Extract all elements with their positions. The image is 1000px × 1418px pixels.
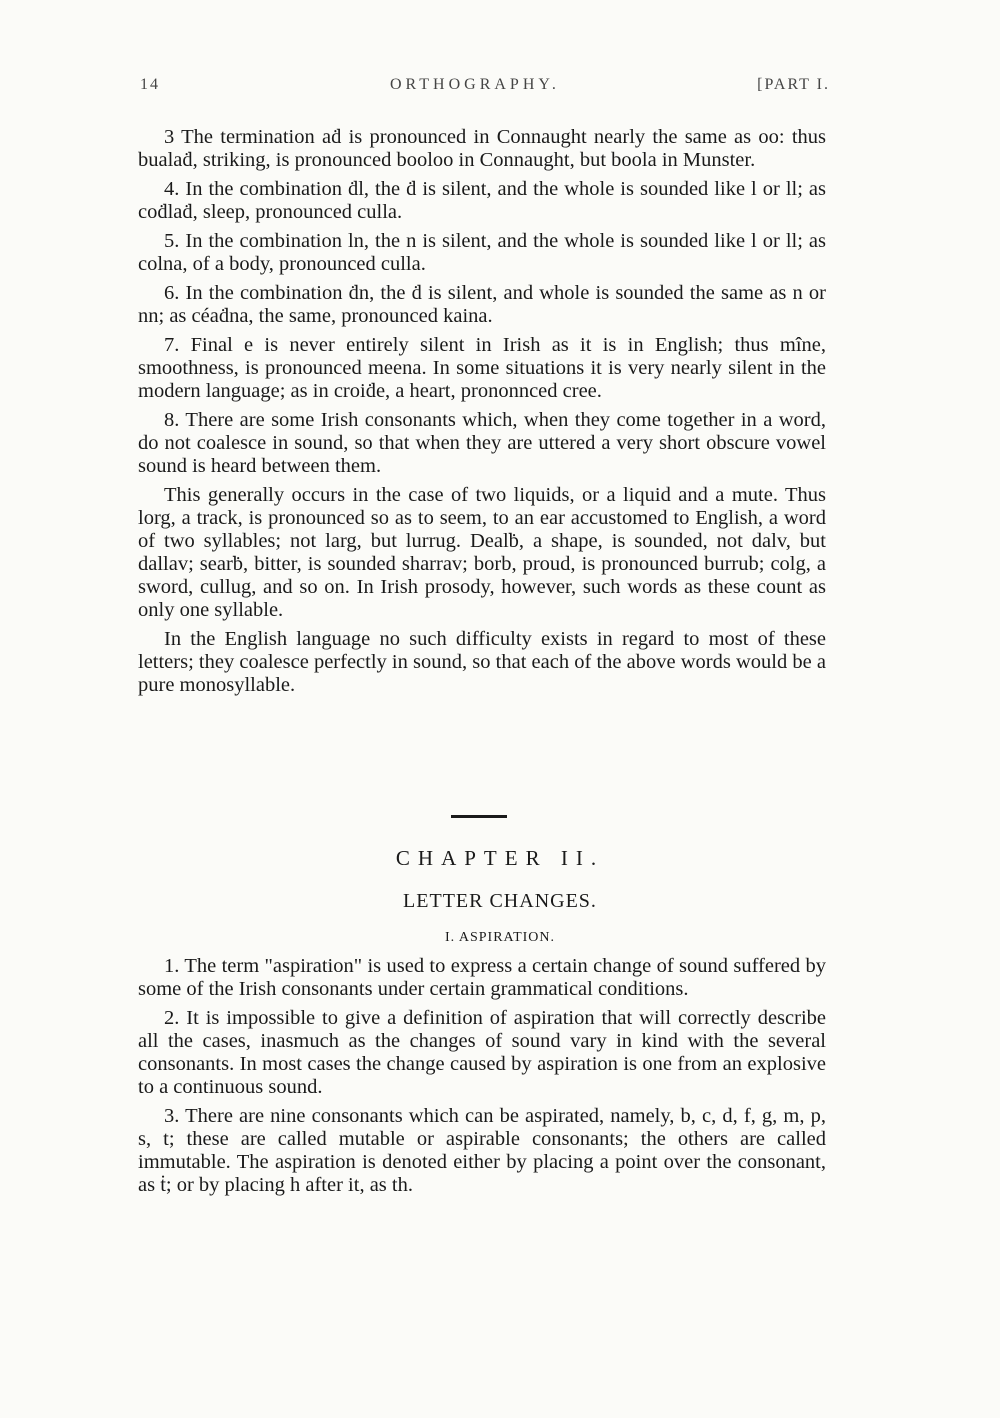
- section-subtitle: I. ASPIRATION.: [444, 930, 556, 945]
- paragraph: 1. The term "aspiration" is used to express a certain change of sound suffered by some of the Irish consonants under certain grammatical conditions.: [138, 955, 826, 1000]
- paragraph: This generally occurs in the case of two liquids, or a liquid and a mute. Thus lorg, a track, is pronounced so as to seem, to an ear accustomed to English, a word of two syllables; not larg, but lurrug. Dealḃ, a shape, is sounded, not dalv, but dallav; searḃ, bitter, is sounded sharrav; borb, proud, is pronounced burrub; colg, a sword, cullug, and so on. In Irish prosody, however, such words as these count as only one syllable.: [138, 484, 826, 621]
- paragraph: 5. In the combination ln, the n is silent, and the whole is sounded like l or ll; as colna, of a body, pronounced culla.: [138, 230, 826, 275]
- part-label: [PART I.: [757, 76, 830, 93]
- section-orthography-rules: [138, 126, 826, 703]
- section-divider: [451, 815, 507, 818]
- page-number: 14: [140, 76, 160, 93]
- paragraph: 8. There are some Irish consonants which, when they come together in a word, do not coalesce in sound, so that when they are uttered a very short obscure vowel sound is heard between them.: [138, 409, 826, 477]
- paragraph: 4. In the combination ḋl, the ḋ is silent, and the whole is sounded like l or ll; as coḋlaḋ, sleep, pronounced culla.: [138, 178, 826, 223]
- section-aspiration: [138, 955, 826, 1203]
- chapter-heading: CHAPTER II.: [395, 846, 605, 870]
- chapter-title: LETTER CHANGES.: [403, 890, 597, 912]
- paragraph: 3. There are nine consonants which can be aspirated, namely, b, c, d, f, g, m, p, s, t; these are called mutable or aspirable consonants; the others are called immutable. The aspiration is denoted either by placing a point over the consonant, as ṫ; or by placing h after it, as th.: [138, 1105, 826, 1196]
- paragraph: In the English language no such difficulty exists in regard to most of these letters; they coalesce perfectly in sound, so that each of the above words would be a pure monosyllable.: [138, 628, 826, 696]
- running-title: ORTHOGRAPHY.: [390, 76, 560, 93]
- paragraph: 6. In the combination ḋn, the ḋ is silent, and whole is sounded the same as n or nn; as céaḋna, the same, pronounced kaina.: [138, 282, 826, 327]
- paragraph: 2. It is impossible to give a definition of aspiration that will correctly describe all the cases, inasmuch as the changes of sound vary in kind with the several consonants. In most cases the change caused by aspiration is one from an explosive to a continuous sound.: [138, 1007, 826, 1098]
- paragraph: 7. Final e is never entirely silent in Irish as it is in English; thus mîne, smoothness, is pronounced meena. In some situations it is very nearly silent in the modern language; as in croiḋe, a heart, prononnced cree.: [138, 334, 826, 402]
- paragraph: 3 The termination aḋ is pronounced in Connaught nearly the same as oo: thus bualaḋ, striking, is pronounced booloo in Connaught, but boola in Munster.: [138, 126, 826, 171]
